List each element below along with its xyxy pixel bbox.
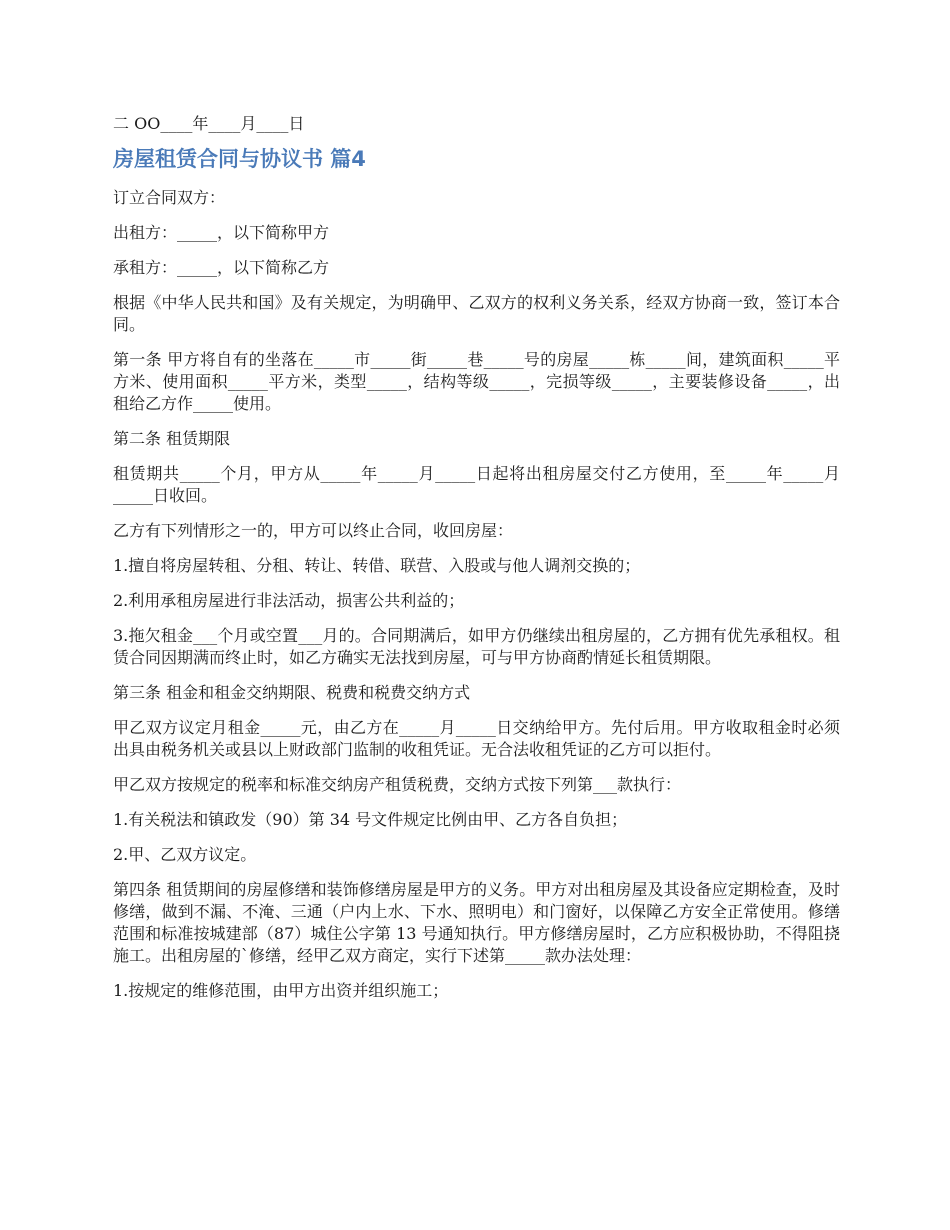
paragraph-termination-item-1: 1.擅自将房屋转租、分租、转让、转借、联营、入股或与他人调剂交换的； (113, 556, 641, 575)
paragraph-article-3-heading: 第三条 租金和租金交纳期限、税费和税费交纳方式 (113, 683, 471, 702)
paragraph-tax-item-1: 1.有关税法和镇政发（90）第 34 号文件规定比例由甲、乙方各自负担； (113, 810, 628, 829)
paragraph-lessee: 承租方：_____，以下简称乙方 (113, 258, 330, 277)
paragraph-termination-item-3: 3.拖欠租金___个月或空置___月的。合同期满后，如甲方仍继续出租房屋的，乙方拥有优先承租权。租赁合同因期满而终止时，如乙方确实无法找到房屋，可与甲方协商酌情延长租赁期限。 (113, 626, 840, 667)
paragraph-termination-item-2: 2.利用承租房屋进行非法活动，损害公共利益的； (113, 591, 465, 610)
paragraph-article-4: 第四条 租赁期间的房屋修缮和装饰修缮房屋是甲方的义务。甲方对出租房屋及其设备应定期检查，及时修缮，做到不漏、不淹、三通（户内上水、下水、照明电）和门窗好，以保障乙方安全正常使用。修缮范围和标准按城建部（87）城住公字第 13 号通知执行。甲方修缮房屋时，乙方应积极协助，不得阻挠施工。出租房屋的`修缮，经甲乙双方商定，实行下述第_____款办法处理： (113, 880, 840, 965)
paragraph-lease-term: 租赁期共_____个月，甲方从_____年_____月_____日起将出租房屋交付乙方使用，至_____年_____月_____日收回。 (113, 464, 840, 505)
paragraph-article-2-heading: 第二条 租赁期限 (113, 429, 231, 448)
paragraph-preamble: 根据《中华人民共和国》及有关规定，为明确甲、乙双方的权利义务关系，经双方协商一致，签订本合同。 (113, 293, 840, 334)
document-title: 房屋租赁合同与协议书 篇4 (113, 147, 366, 171)
paragraph-termination-intro: 乙方有下列情形之一的，甲方可以终止合同，收回房屋： (113, 521, 514, 540)
paragraph-tax-item-2: 2.甲、乙双方议定。 (113, 845, 257, 864)
date-line: 二 OO____年____月____日 (113, 114, 305, 133)
paragraph-parties: 订立合同双方： (113, 188, 226, 207)
paragraph-repair-item-1: 1.按规定的维修范围，由甲方出资并组织施工； (113, 981, 449, 1000)
paragraph-rent: 甲乙双方议定月租金_____元，由乙方在_____月_____日交纳给甲方。先付后用。甲方收取租金时必须出具由税务机关或县以上财政部门监制的收租凭证。无合法收租凭证的乙方可以拒付。 (113, 718, 840, 759)
paragraph-lessor: 出租方：_____，以下简称甲方 (113, 223, 330, 242)
paragraph-tax: 甲乙双方按规定的税率和标准交纳房产租赁税费，交纳方式按下列第___款执行： (113, 775, 682, 794)
paragraph-article-1: 第一条 甲方将自有的坐落在_____市_____街_____巷_____号的房屋_____栋_____间，建筑面积_____平方米、使用面积_____平方米，类型_____，结构等级_____，完损等级_____，主要装修设备_____，出租给乙方作_____使用。 (113, 350, 840, 413)
